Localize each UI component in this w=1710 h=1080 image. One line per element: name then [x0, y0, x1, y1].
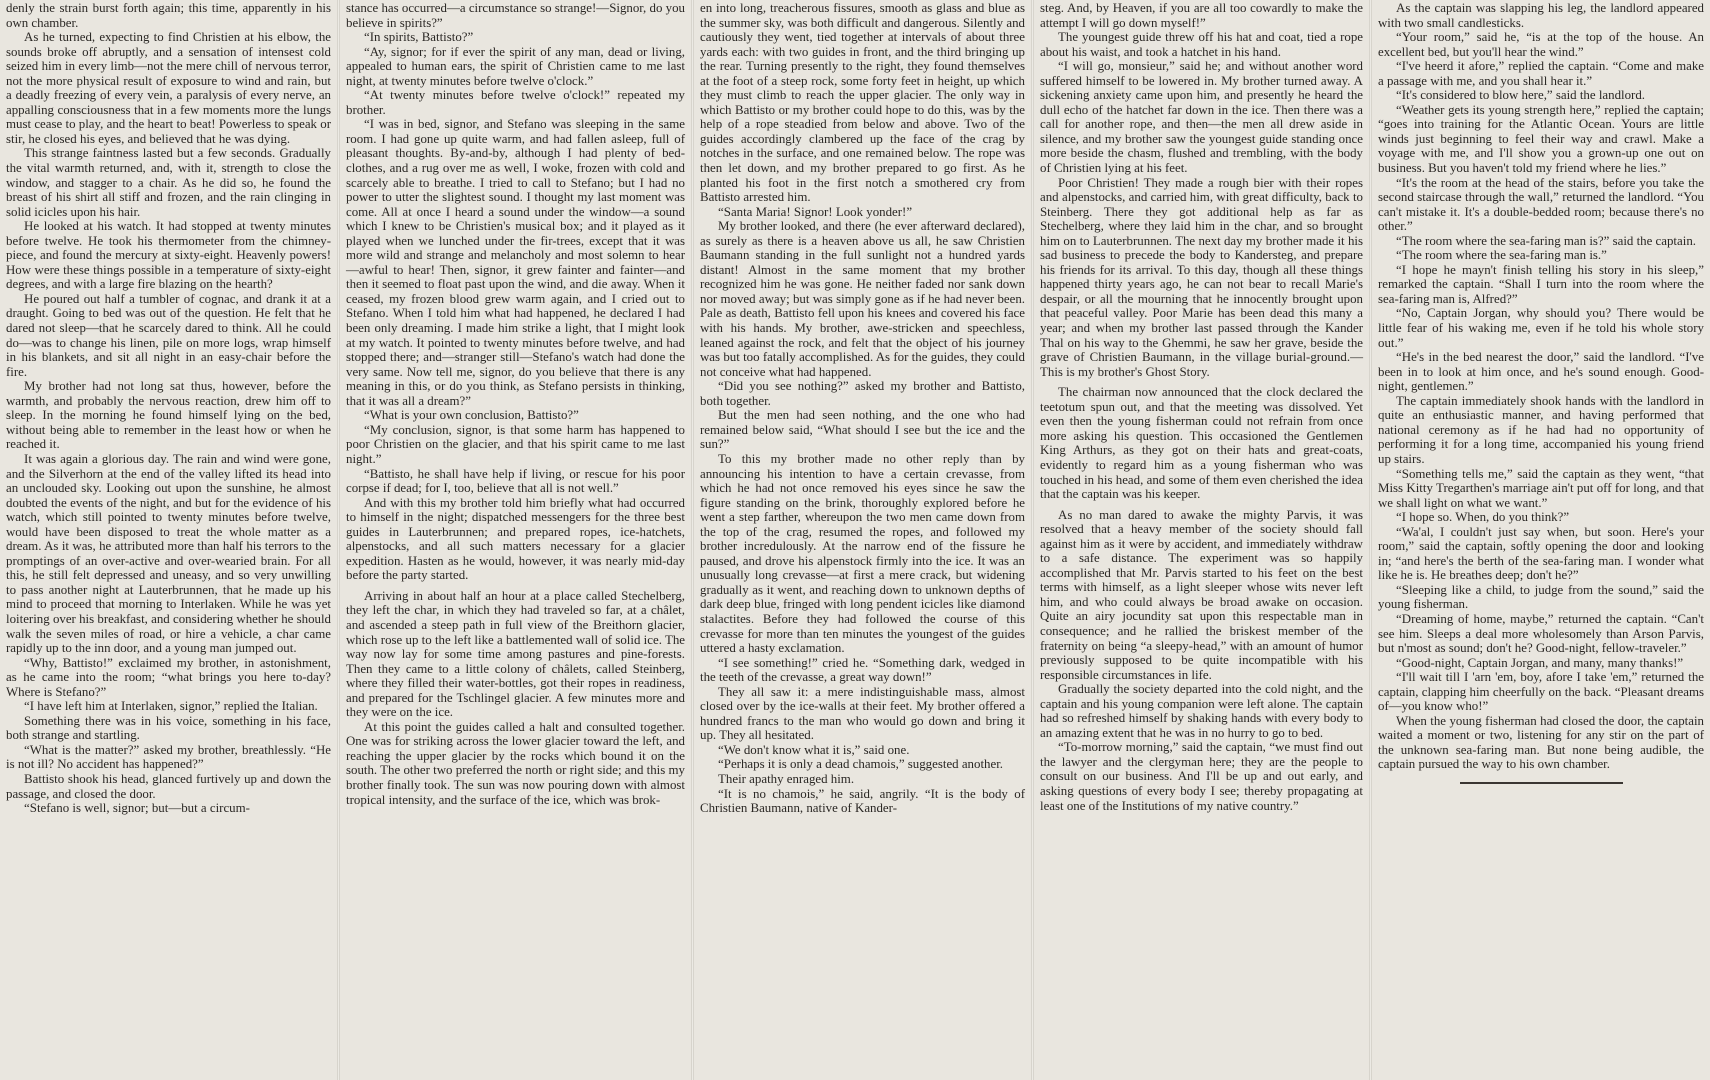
paragraph: denly the strain burst forth again; this time, apparently in his own chamber.: [6, 1, 331, 30]
paragraph: “I was in bed, signor, and Stefano was sleeping in the same room. I had gone up quite warm, and had fallen asleep, full of pleasant thoughts. By-and-by, although I had plenty of bed-clothes, and a rug over me as well, I woke, frozen with cold and scarcely able to breathe. I tried to call to Stefano; but I had no power to utter the slightest sound. I thought my last moment was come. All at once I heard a sound under the window—a sound which I knew to be Christien's musical box; and it played as it played when we lunched under the fir-trees, except that it was more wild and strange and melancholy and most solemn to hear—awful to hear! Then, signor, it grew fainter and fainter—and then it seemed to float past upon the wind, and die away. When it ceased, my frozen blood grew warm again, and I cried out to Stefano. When I told him what had happened, he declared I had been only dreaming. I made him strike a light, that I might look at my watch. It pointed to twenty minutes before twelve, and had stopped there; and—stranger still—Stefano's watch had done the very same. Now tell me, signor, do you believe that there is any meaning in this, or do you think, as Stefano persists in thinking, that it was all a dream?”: [346, 117, 685, 408]
paragraph: Their apathy enraged him.: [718, 771, 855, 786]
paragraph: Gradually the society departed into the cold night, and the captain and his young companion were left alone. The captain had so refreshed himself by shaking hands with every body to an amazing extent that he was in no hurry to go to bed.: [1040, 682, 1363, 740]
paragraph: “Santa Maria! Signor! Look yonder!”: [718, 204, 913, 219]
paragraph: “At twenty minutes before twelve o'clock!” repeated my brother.: [346, 88, 685, 117]
paragraph: “Why, Battisto!” exclaimed my brother, in astonishment, as he came into the room; “what brings you here to-day? Where is Stefano?”: [6, 655, 331, 699]
paragraph: “It's considered to blow here,” said the landlord.: [1396, 88, 1646, 103]
paragraph: As he turned, expecting to find Christien at his elbow, the sounds broke off abruptly, and a sensation of intensest cold seized him in every limb—not the mere chill of nervous terror, not the more physical result of exposure to wind and rain, but a deadly freezing of every vein, a paralysis of every nerve, an appalling consciousness that in a few moments more the lungs must cease to play, and the heart to beat! Powerless to speak or stir, he closed his eyes, and believed that he was dying.: [6, 30, 331, 146]
paragraph: And with this my brother told him briefly what had occurred to himself in the night; dispatched messengers for the three best guides in Lauterbrunnen; and prepared ropes, ice-hatchets, alpenstocks, and all such matters necessary for a glacier expedition. Hasten as he would, however, it was nearly mid-day before the party started.: [346, 495, 685, 583]
paragraph: “Perhaps it is only a dead chamois,” suggested another.: [718, 757, 1003, 772]
paragraph: “Ay, signor; for if ever the spirit of any man, dead or living, appealed to human ears, the spirit of Christien came to me last night, at twenty minutes before twelve o'clock.”: [346, 44, 685, 88]
paragraph: “The room where the sea-faring man is.”: [1396, 248, 1607, 263]
paragraph: “My conclusion, signor, is that some harm has happened to poor Christien on the glacier, and that his spirit came to me last night.”: [346, 422, 685, 466]
paragraph: “Sleeping like a child, to judge from the sound,” said the young fisherman.: [1378, 582, 1704, 612]
paragraph: He poured out half a tumbler of cognac, and drank it at a draught. Going to bed was out of the question. He felt that he dared not sleep—that he scarcely dared to think. All he could do—was to change his linen, pile on more logs, wrap himself in his blankets, and sit all night in an easy-chair before the fire.: [6, 291, 331, 379]
paragraph: steg. And, by Heaven, if you are all too cowardly to make the attempt I will go down myself!”: [1040, 1, 1363, 30]
paragraph: “Did you see nothing?” asked my brother and Battisto, both together.: [700, 379, 1025, 408]
paragraph: “The room where the sea-faring man is?” said the captain.: [1396, 233, 1696, 248]
paragraph: The chairman now announced that the clock declared the teetotum spun out, and that the meeting was dissolved. Yet even then the young fisherman could not refrain from once more asking his question. This occasioned the Gentlemen King Arthurs, as they got on their hats and great-coats, evidently to regard him as a young fisherman who was touched in his head, and some of them even cherished the idea that the captain was his keeper.: [1040, 385, 1363, 502]
paragraph: “I hope he mayn't finish telling his story in his sleep,” remarked the captain. “Shall I turn into the room where the sea-faring man is, Alfred?”: [1378, 262, 1704, 306]
paragraph: Something there was in his voice, something in his face, both strange and startling.: [6, 713, 331, 743]
paragraph: “He's in the bed nearest the door,” said the landlord. “I've been in to look at him once, and he's sound enough. Good-night, gentlemen.”: [1378, 350, 1704, 394]
paragraph: Battisto shook his head, glanced furtively up and down the passage, and closed the door.: [6, 771, 331, 801]
paragraph: It was again a glorious day. The rain and wind were gone, and the Silverhorn at the end of the valley lifted its head into an unclouded sky. Looking out upon the sunshine, he almost doubted the events of the night, and but for the evidence of his watch, which still pointed to twenty minutes before twelve, would have been disposed to treat the whole matter as a dream. As it was, he attributed more than half his terrors to the promptings of an over-active and over-wearied brain. For all this, he still felt depressed and uneasy, and so very unwilling to pass another night at Lauterbrunnen, that he made up his mind to proceed that morning to Interlaken. While he was yet loitering over his breakfast, and considering whether he should walk the seven miles of road, or hire a vehicle, a char came rapidly up to the inn door, and a young man jumped out.: [6, 451, 331, 656]
paragraph: My brother had not long sat thus, however, before the warmth, and probably the nervous reaction, drew him off to sleep. In the morning he found himself lying on the bed, without being able to remember in the least how or when he reached it.: [6, 379, 331, 452]
paragraph: “It's the room at the head of the stairs, before you take the second staircase through the wall,” returned the landlord. “You can't mistake it. It's a double-bedded room; because there's no other.”: [1378, 175, 1704, 234]
paragraph: Arriving in about half an hour at a place called Stechelberg, they left the char, in which they had traveled so far, at a châlet, and ascended a steep path in full view of the Breithorn glacier, which rose up to the left like a battlemented wall of solid ice. The way now lay for some time among pastures and pine-forests. Then they came to a little colony of châlets, called Steinberg, where they filled their water-bottles, got their ropes in readiness, and prepared for the Tschlingel glacier. A few minutes more and they were on the ice.: [346, 588, 685, 720]
paragraph: “Dreaming of home, maybe,” returned the captain. “Can't see him. Sleeps a deal more wholesomely than Arson Parvis, but n'most as sound; don't he? Good-night, fellow-traveler.”: [1378, 611, 1704, 656]
paragraph: “It is no chamois,” he said, angrily. “It is the body of Christien Baumann, native of Kander-: [700, 786, 1025, 816]
paragraph: As the captain was slapping his leg, the landlord appeared with two small candlesticks.: [1378, 1, 1704, 30]
paragraph: “Wa'al, I couldn't just say when, but soon. Here's your room,” said the captain, softly opening the door and looking in; “and here's the berth of the sea-faring man. I wonder what like he is. He breathes deep; don't he?”: [1378, 524, 1704, 583]
paragraph: As no man dared to awake the mighty Parvis, it was resolved that a heavy member of the society should fall against him as it were by accident, and immediately withdraw to a safe distance. The experiment was so happily accomplished that Mr. Parvis started to his feet on the best terms with himself, as a light sleeper whose wits never left him, and who could always be broad awake on occasion. Quite an airy jocundity sat upon this respectable man in consequence; and he rallied the briskest member of the fraternity on being “a sleepy-head,” with an amount of humor previously supposed to be quite incompatible with his responsible circumstances in life.: [1040, 507, 1363, 682]
paragraph: “No, Captain Jorgan, why should you? There would be little fear of his waking me, even if he told his whole story out.”: [1378, 306, 1704, 350]
paragraph: “Battisto, he shall have help if living, or rescue for his poor corpse if dead; for I, too, believe that all is not well.”: [346, 466, 685, 496]
paragraph: “We don't know what it is,” said one.: [718, 742, 910, 757]
column-2: [340, 0, 691, 1080]
paragraph: “Weather gets its young strength here,” replied the captain; “goes into training for the Atlantic Ocean. Yours are little winds just beginning to feel their way and crawl. Make a voyage with me, and I'll show you a grown-up one out on business. But you haven't told my friend where he lies.”: [1378, 102, 1704, 176]
paragraph: “I have left him at Interlaken, signor,” replied the Italian.: [24, 699, 318, 714]
column-4: [1034, 0, 1369, 1080]
paragraph: “To-morrow morning,” said the captain, “we must find out the lawyer and the clergyman here; they are the people to consult on our business. And I'll be up and out early, and asking questions of every body I see; thereby propagating at least one of the Institutions of my native country.”: [1040, 740, 1363, 813]
column-1: [0, 0, 337, 1080]
paragraph: He looked at his watch. It had stopped at twenty minutes before twelve. He took his thermometer from the chimney-piece, and found the mercury at sixty-eight. Heavenly powers! How were these things possible in a temperature of sixty-eight degrees, and with a large fire blazing on the hearth?: [6, 219, 331, 292]
column-3: [694, 0, 1031, 1080]
column-5: [1372, 0, 1710, 1080]
paragraph: At this point the guides called a halt and consulted together. One was for striking across the lower glacier toward the left, and reaching the upper glacier by the rocks which bound it on the south. The other two preferred the north or right side; and this my brother finally took. The sun was now pouring down with almost tropical intensity, and the surface of the ice, which was brok-: [346, 719, 685, 807]
paragraph: “Your room,” said he, “is at the top of the house. An excellent bed, but you'll hear the wind.”: [1378, 30, 1704, 59]
paragraph: To this my brother made no other reply than by announcing his intention to have a certain crevasse, from which he had not once removed his eyes since he saw the figure standing on the brink, thoroughly explored before he went a step farther, whereupon the two men came down from the top of the crag, resumed the ropes, and followed my brother incredulously. At the narrow end of the fissure he paused, and drove his alpenstock firmly into the ice. It was an unusually long crevasse—at first a mere crack, but widening gradually as it went, and reaching down to unknown depths of dark deep blue, fringed with long pendent icicles like diamond stalactites. Before they had followed the course of this crevasse for more than ten minutes the youngest of the guides uttered a hasty exclamation.: [700, 451, 1025, 656]
paragraph: “What is the matter?” asked my brother, breathlessly. “He is not ill? No accident has happened?”: [6, 742, 331, 772]
paragraph: The youngest guide threw off his hat and coat, tied a rope about his waist, and took a hatchet in his hand.: [1040, 30, 1363, 59]
paragraph: “I'll wait till I 'arn 'em, boy, afore I take 'em,” returned the captain, clapping him cheerfully on the back. “Pleasant dreams of—you know who!”: [1378, 670, 1704, 714]
paragraph: But the men had seen nothing, and the one who had remained below said, “What should I see but the ice and the sun?”: [700, 408, 1025, 452]
paragraph: “Good-night, Captain Jorgan, and many, many thanks!”: [1396, 655, 1684, 670]
paragraph: “I see something!” cried he. “Something dark, wedged in the teeth of the crevasse, a great way down!”: [700, 655, 1025, 685]
paragraph: My brother looked, and there (he ever afterward declared), as surely as there is a heaven above us all, he saw Christien Baumann standing in the full sunlight not a hundred yards distant! Almost in the same moment that my brother recognized him he was gone. He neither faded nor sank down nor moved away; but was simply gone as if he had never been. Pale as death, Battisto fell upon his knees and covered his face with his hands. My brother, awe-stricken and speechless, leaned against the rock, and felt that the object of his journey was but too fatally accomplished. As for the guides, they could not conceive what had happened.: [700, 219, 1025, 379]
paragraph: When the young fisherman had closed the door, the captain waited a moment or two, listening for any stir on the part of the unknown sea-faring man. But none being audible, the captain pursued the way to his own chamber.: [1378, 713, 1704, 772]
paragraph: They all saw it: a mere indistinguishable mass, almost closed over by the ice-walls at their feet. My brother offered a hundred francs to the man who would go down and bring it up. They all hesitated.: [700, 684, 1025, 743]
paragraph: “In spirits, Battisto?”: [364, 30, 474, 45]
paragraph: “I hope so. When, do you think?”: [1396, 510, 1570, 525]
paragraph: “What is your own conclusion, Battisto?”: [364, 408, 579, 423]
paragraph: stance has occurred—a circumstance so strange!—Signor, do you believe in spirits?”: [346, 1, 685, 30]
paragraph: “I've heerd it afore,” replied the captain. “Come and make a passage with me, and you shall hear it.”: [1378, 59, 1704, 88]
paragraph: Poor Christien! They made a rough bier with their ropes and alpenstocks, and carried him, with great difficulty, back to Steinberg. There they got additional help as far as Stechelberg, where they laid him in the char, and so brought him on to Lauterbrunnen. The next day my brother made it his sad business to precede the body to Kandersteg, and prepare his friends for its arrival. To this day, though all these things happened thirty years ago, he can not bear to recall Marie's despair, or all the mourning that he innocently brought upon that peaceful valley. Poor Marie has been dead this many a year; and when my brother last passed through the Kander Thal on his way to the Ghemmi, he saw her grave, beside the grave of Christien Baumann, in the village burial-ground.—This is my brother's Ghost Story.: [1040, 175, 1363, 379]
end-rule: [1460, 782, 1623, 784]
paragraph: en into long, treacherous fissures, smooth as glass and blue as the summer sky, was both difficult and dangerous. Silently and cautiously they went, tied together at intervals of about three yards each: with two guides in front, and the third bringing up the rear. Turning presently to the right, they found themselves at the foot of a steep rock, some forty feet in height, up which they must climb to reach the upper glacier. The only way in which Battisto or my brother could hope to do this, was by the help of a rope steadied from below and above. Two of the guides accordingly clambered up the face of the crag by notches in the surface, and one remained below. The rope was then let down, and my brother prepared to go first. As he planted his foot in the first notch a smothered cry from Battisto arrested him.: [700, 1, 1025, 205]
paragraph: The captain immediately shook hands with the landlord in quite an enthusiastic manner, and having performed that national ceremony as if he had had no opportunity of performing it for a long time, accompanied his young friend up stairs.: [1378, 393, 1704, 466]
paragraph: “Stefano is well, signor; but—but a circum-: [24, 801, 250, 816]
paragraph: “Something tells me,” said the captain as they went, “that Miss Kitty Tregarthen's marriage ain't put off for long, and that we shall light on what we want.”: [1378, 466, 1704, 510]
paragraph: This strange faintness lasted but a few seconds. Gradually the vital warmth returned, and, with it, strength to close the window, and stagger to a chair. As he did so, he found the breast of his shirt all stiff and frozen, and the rain clinging in solid icicles upon his hair.: [6, 146, 331, 219]
paragraph: “I will go, monsieur,” said he; and without another word suffered himself to be lowered in. My brother turned away. A sickening anxiety came upon him, and presently he heard the dull echo of the hatchet far down in the ice. Then there was a call for another rope, and then—the men all drew aside in silence, and my brother saw the youngest guide standing once more beside the chasm, flushed and trembling, with the body of Christien lying at his feet.: [1040, 59, 1363, 176]
